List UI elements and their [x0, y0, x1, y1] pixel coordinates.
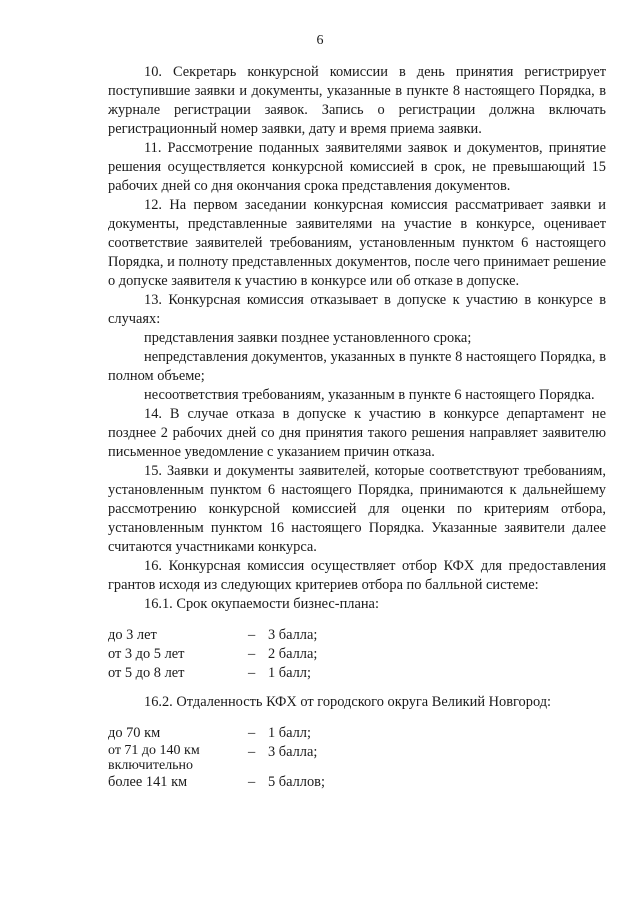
- criterion-label-line-2: включительно: [108, 758, 194, 773]
- criterion-label: от 5 до 8 лет: [108, 665, 185, 681]
- criterion-score: 1 балл;: [268, 725, 311, 741]
- paragraph-13-case-1: представления заявки позднее установленного срока;: [144, 330, 472, 346]
- criterion-2-heading: 16.2. Отдаленность КФХ от городского округа Великий Новгород:: [144, 694, 552, 710]
- criterion-label: до 70 км: [108, 725, 161, 741]
- criterion-score: 5 баллов;: [268, 774, 325, 790]
- criterion-dash: –: [248, 725, 256, 741]
- criterion-2-table: [108, 724, 606, 792]
- criterion-score: 2 балла;: [268, 646, 318, 662]
- criterion-1-heading: 16.1. Срок окупаемости бизнес-плана:: [144, 596, 379, 612]
- criterion-row: [108, 664, 606, 683]
- criterion-row: [108, 626, 606, 645]
- criterion-score: 3 балла;: [268, 744, 318, 760]
- criterion-row: [108, 724, 606, 743]
- criterion-label: более 141 км: [108, 774, 188, 790]
- criterion-score: 1 балл;: [268, 665, 311, 681]
- criterion-dash: –: [248, 627, 256, 643]
- paragraph-15: 15. Заявки и документы заявителей, которые соответствуют требованиям, установленным пунктом 6 настоящего Порядка, принимаются к дальнейшему рассмотрению конкурсной комиссией для оценки по критериям отбора, установленным пунктом 16 настоящего Порядка. Указанные заявители далее считаются участниками конкурса.: [108, 463, 606, 555]
- document-body: [108, 63, 606, 792]
- criterion-row: [108, 645, 606, 664]
- criterion-row: [108, 773, 606, 792]
- paragraph-13: 13. Конкурсная комиссия отказывает в допуске к участию в конкурсе в случаях:: [108, 292, 606, 327]
- paragraph-13-case-2: непредставления документов, указанных в пункте 8 настоящего Порядка, в полном объеме;: [108, 349, 606, 384]
- criterion-dash: –: [248, 646, 256, 662]
- criterion-row: [108, 743, 606, 773]
- criterion-label: [108, 743, 248, 773]
- paragraph-10: 10. Секретарь конкурсной комиссии в день принятия регистрирует поступившие заявки и документы, указанные в пункте 8 настоящего Порядка, в журнале регистрации заявок. Запись о регистрации должна включать регистрационный номер заявки, дату и время приема заявки.: [108, 64, 606, 137]
- criterion-dash: –: [248, 744, 256, 760]
- paragraph-14: 14. В случае отказа в допуске к участию в конкурсе департамент не позднее 2 рабочих дней со дня принятия такого решения направляет заявителю письменное уведомление с указанием причин отказа.: [108, 406, 606, 460]
- criterion-score: 3 балла;: [268, 627, 318, 643]
- paragraph-11: 11. Рассмотрение поданных заявителями заявок и документов, принятие решения осуществляется конкурсной комиссией в срок, не превышающий 15 рабочих дней со дня окончания срока представления документов.: [108, 140, 606, 194]
- paragraph-16: 16. Конкурсная комиссия осуществляет отбор КФХ для предоставления грантов исходя из следующих критериев отбора по балльной системе:: [108, 558, 606, 593]
- criterion-dash: –: [248, 774, 256, 790]
- paragraph-12: 12. На первом заседании конкурсная комиссия рассматривает заявки и документы, представленные заявителями на участие в конкурсе, оценивает соответствие заявителей требованиям, установленным пунктом 6 настоящего Порядка, и полноту представленных документов, после чего принимает решение о допуске заявителя к участию в конкурсе или об отказе в допуске.: [108, 197, 606, 289]
- page-number: 6: [316, 33, 324, 48]
- criterion-dash: –: [248, 665, 256, 681]
- paragraph-13-case-3: несоответствия требованиям, указанным в пункте 6 настоящего Порядка.: [144, 387, 595, 403]
- criterion-1-table: [108, 626, 606, 683]
- criterion-label: от 3 до 5 лет: [108, 646, 185, 662]
- criterion-label-line-1: от 71 до 140 км: [108, 743, 200, 758]
- criterion-label: до 3 лет: [108, 627, 157, 643]
